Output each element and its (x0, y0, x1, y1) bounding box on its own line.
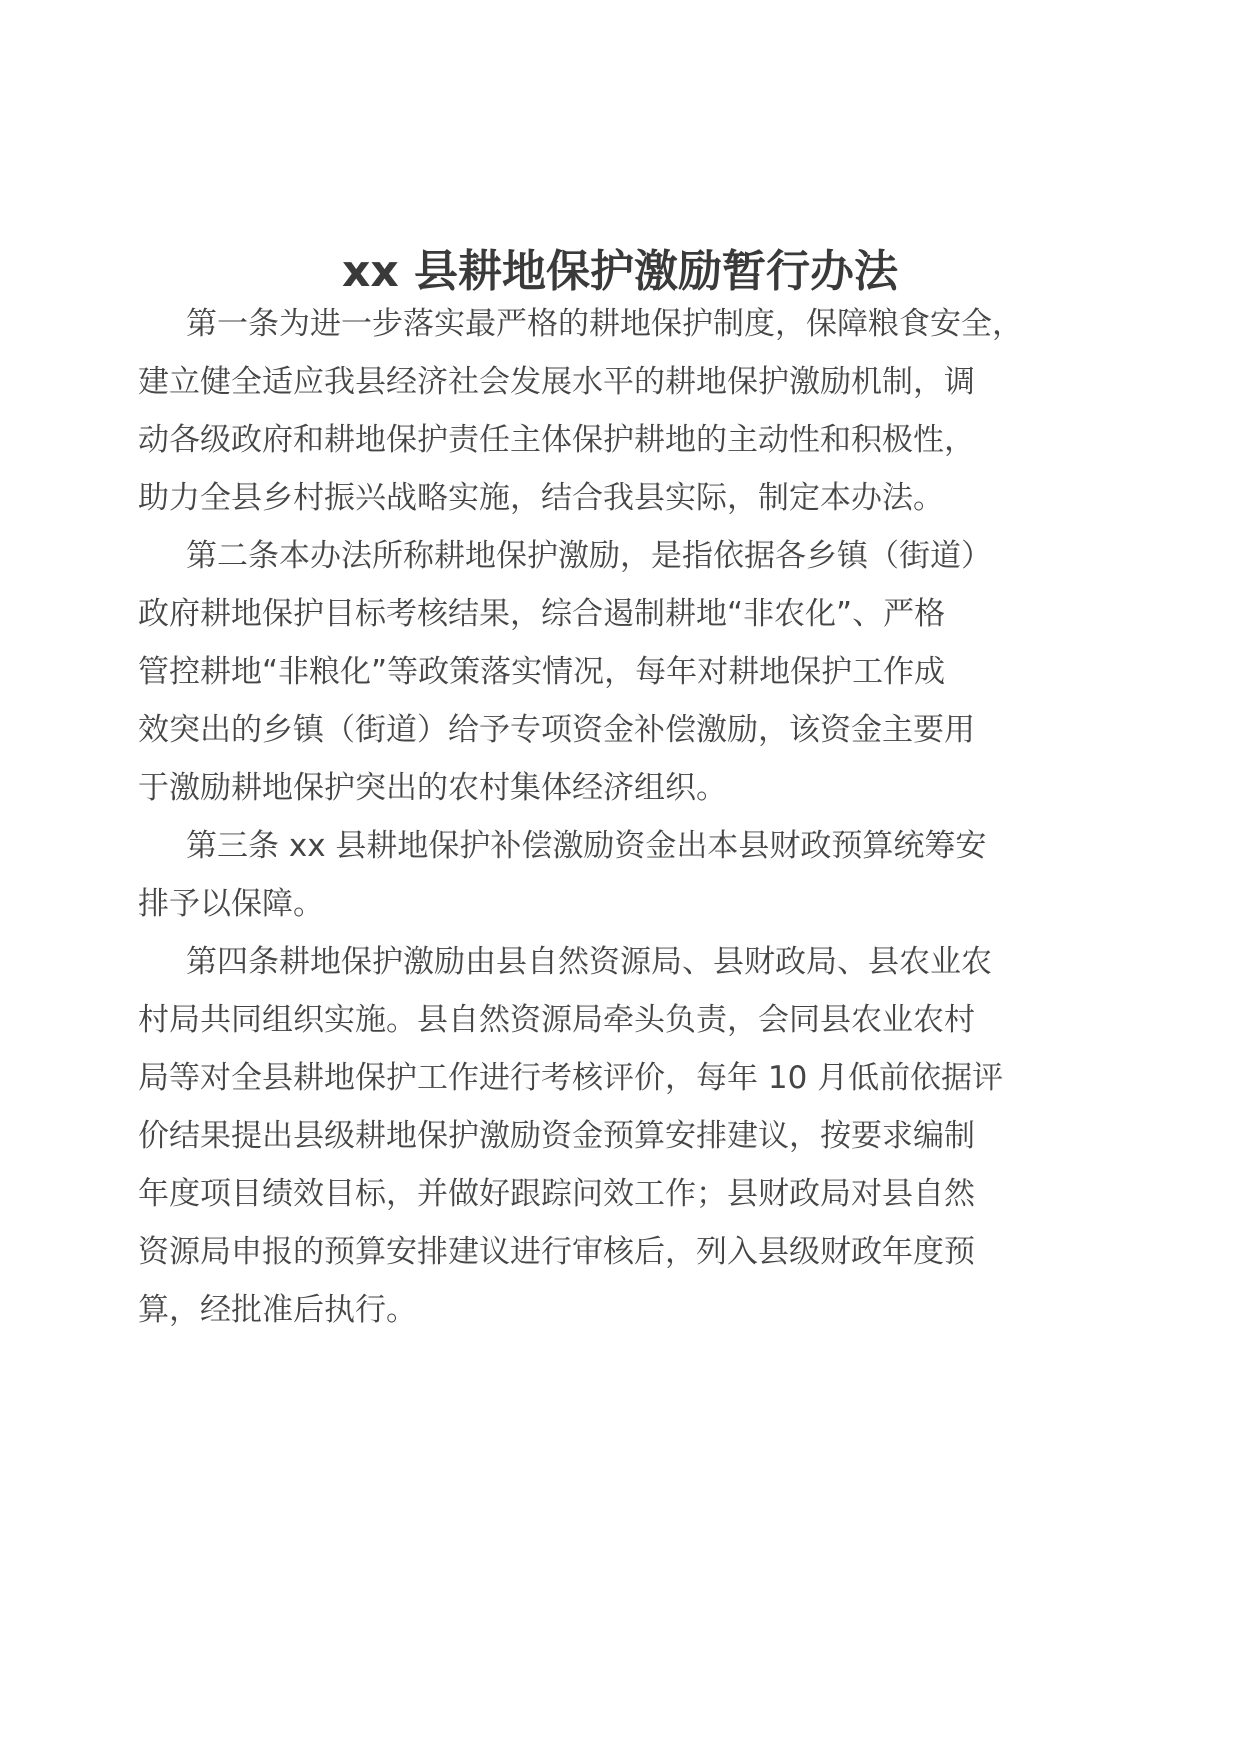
document-title: xx 县耕地保护激励暂行办法 (341, 246, 899, 297)
article-4-line-5: 年度项目绩效目标，并做好跟踪问效工作；县财政局对县自然 (138, 1176, 975, 1212)
article-1-line-3: 动各级政府和耕地保护责任主体保护耕地的主动性和积极性， (138, 422, 975, 458)
article-4-line-3: 局等对全县耕地保护工作进行考核评价，每年 10 月低前依据评 (138, 1060, 1004, 1096)
article-2-line-1: 第二条本办法所称耕地保护激励，是指依据各乡镇（街道） (186, 538, 992, 574)
article-4-line-6: 资源局申报的预算安排建议进行审核后，列入县级财政年度预 (138, 1234, 975, 1270)
article-2-line-3: 管控耕地“非粮化”等政策落实情况，每年对耕地保护工作成 (138, 654, 946, 690)
article-4-line-2: 村局共同组织实施。县自然资源局牵头负责，会同县农业农村 (138, 1002, 975, 1038)
article-1-line-1: 第一条为进一步落实最严格的耕地保护制度，保障粮食安全， (186, 306, 1023, 342)
article-4-line-7: 算，经批准后执行。 (138, 1292, 417, 1328)
article-2-line-5: 于激励耕地保护突出的农村集体经济组织。 (138, 770, 727, 806)
article-2-line-4: 效突出的乡镇（街道）给予专项资金补偿激励，该资金主要用 (138, 712, 975, 748)
article-4-line-1: 第四条耕地保护激励由县自然资源局、县财政局、县农业农 (186, 944, 992, 980)
article-1-line-2: 建立健全适应我县经济社会发展水平的耕地保护激励机制，调 (138, 364, 975, 400)
article-4-line-4: 价结果提出县级耕地保护激励资金预算安排建议，按要求编制 (138, 1118, 975, 1154)
article-3-line-2: 排予以保障。 (138, 886, 324, 922)
article-2-line-2: 政府耕地保护目标考核结果，综合遏制耕地“非农化”、严格 (138, 596, 946, 632)
article-3-line-1: 第三条 xx 县耕地保护补偿激励资金出本县财政预算统筹安 (186, 828, 987, 864)
article-1-line-4: 助力全县乡村振兴战略实施，结合我县实际，制定本办法。 (138, 480, 944, 516)
